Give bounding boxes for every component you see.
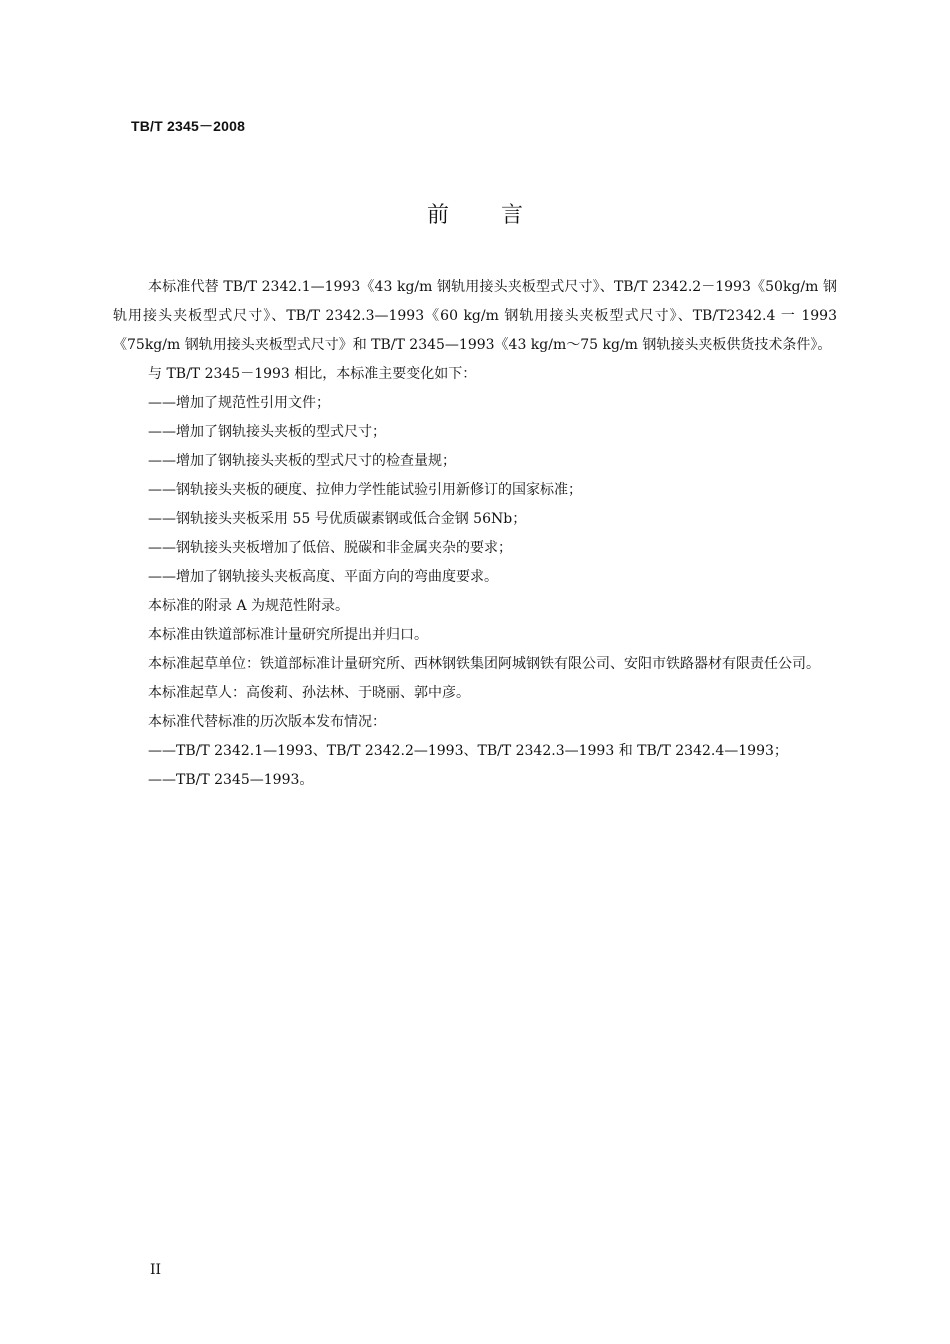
paragraph-appendix: 本标准的附录 A 为规范性附录。 xyxy=(148,598,350,614)
page-title: 前言 xyxy=(426,203,575,228)
paragraph-replaces: 本标准代替 TB/T 2342.1—1993《43 kg/m 钢轨用接头夹板型式尺寸》、TB/T 2342.2－1993《50kg/m 钢轨用接头夹板型式尺寸》、TB/T 2342.3—1993《60 kg/m 钢轨用接头夹板型式尺寸》、TB/T2342.4 一 1993《75kg/m 钢轨用接头夹板型式尺寸》和 TB/T 2345—1993《43 kg/m～75 kg/m 钢轨接头夹板供货技术条件》。 xyxy=(113,279,837,353)
document-body xyxy=(113,273,837,795)
list-item: ——钢轨接头夹板的硬度、拉伸力学性能试验引用新修订的国家标准； xyxy=(148,482,582,498)
page-number: II xyxy=(150,1262,162,1278)
paragraph-proposer: 本标准由铁道部标准计量研究所提出并归口。 xyxy=(148,627,428,643)
standard-code: TB/T 2345－2008 xyxy=(131,118,246,134)
paragraph-drafters: 本标准起草人：高俊莉、孙法林、于晓丽、郭中彦。 xyxy=(148,685,470,701)
paragraph-drafting-units: 本标准起草单位：铁道部标准计量研究所、西林钢铁集团阿城钢铁有限公司、安阳市铁路器材有限责任公司。 xyxy=(148,656,820,672)
paragraph-changes-intro: 与 TB/T 2345－1993 相比，本标准主要变化如下： xyxy=(148,366,477,382)
list-item: ——增加了规范性引用文件； xyxy=(148,395,330,411)
list-item: ——增加了钢轨接头夹板的型式尺寸的检查量规； xyxy=(148,453,456,469)
list-item: ——TB/T 2342.1—1993、TB/T 2342.2—1993、TB/T 2342.3—1993 和 TB/T 2342.4—1993； xyxy=(148,743,788,759)
list-item: ——钢轨接头夹板增加了低倍、脱碳和非金属夹杂的要求； xyxy=(148,540,512,556)
paragraph-history-intro: 本标准代替标准的历次版本发布情况： xyxy=(148,714,386,730)
list-item: ——增加了钢轨接头夹板的型式尺寸； xyxy=(148,424,386,440)
list-item: ——增加了钢轨接头夹板高度、平面方向的弯曲度要求。 xyxy=(148,569,498,585)
list-item: ——TB/T 2345—1993。 xyxy=(148,772,314,788)
list-item: ——钢轨接头夹板采用 55 号优质碳素钢或低合金钢 56Nb； xyxy=(148,511,527,527)
